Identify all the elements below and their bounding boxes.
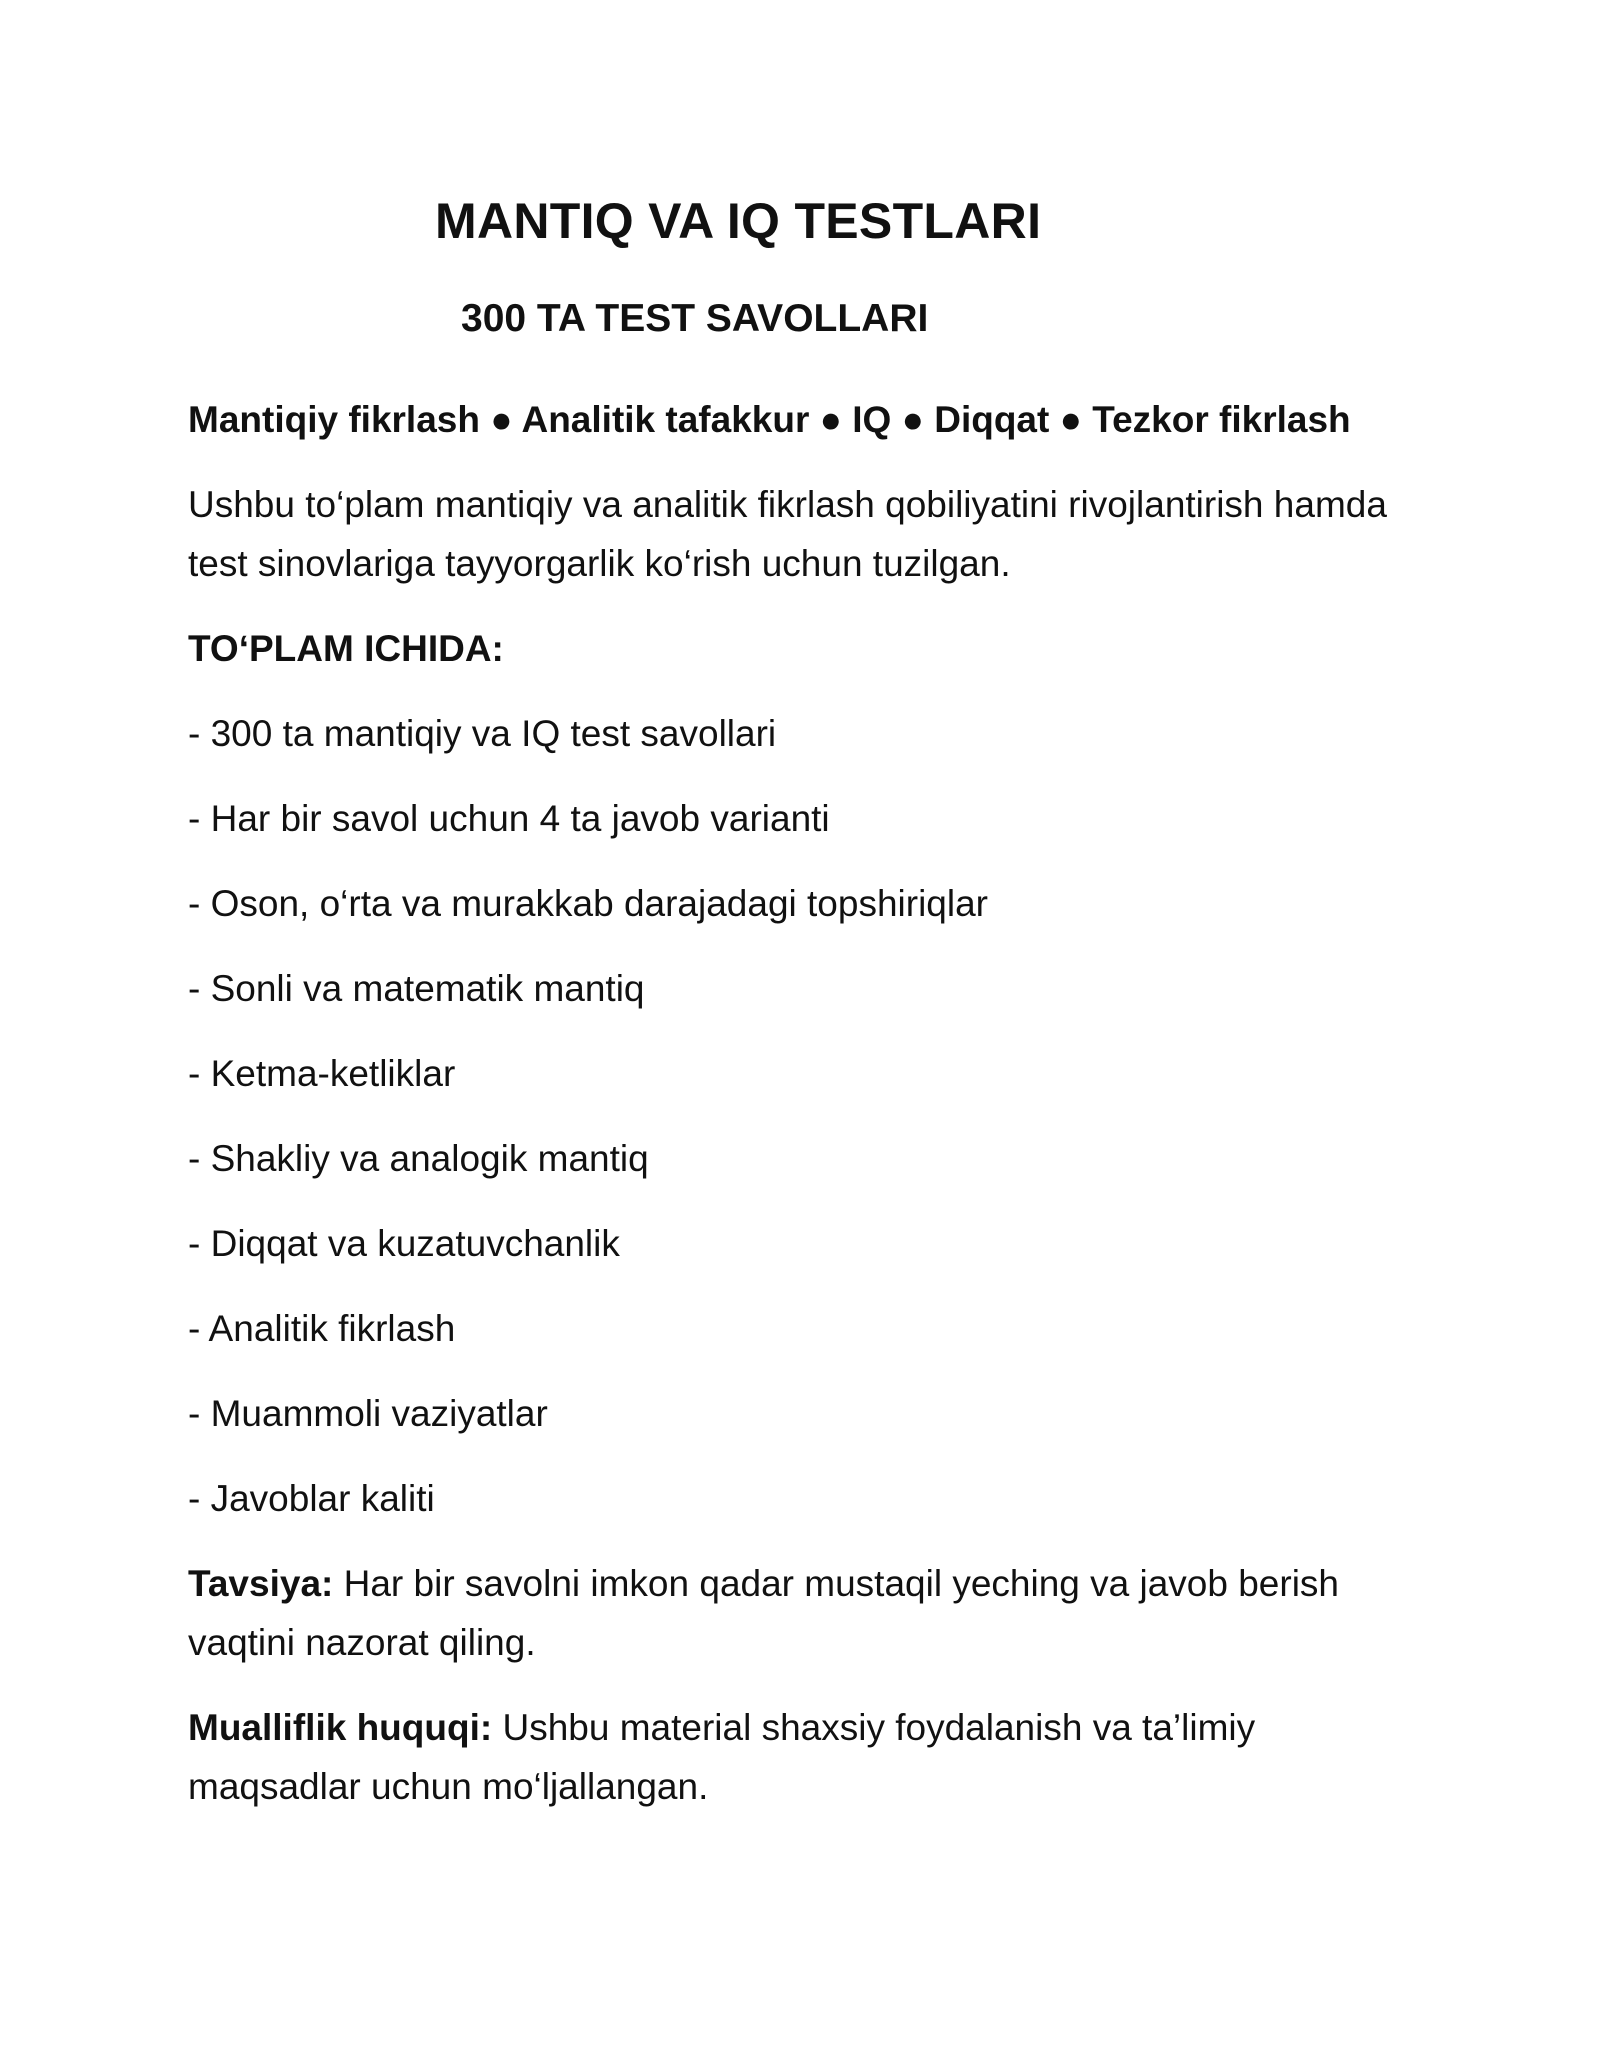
contents-heading: TO‘PLAM ICHIDA: <box>188 628 504 669</box>
copyright-note <box>188 1698 1428 1816</box>
list-item: - Analitik fikrlash <box>188 1308 456 1349</box>
intro-paragraph: Ushbu to‘plam mantiqiy va analitik fikrlash qobiliyatini rivojlantirish hamda test sinovlariga tayyorgarlik ko‘rish uchun tuzilgan. <box>188 484 1387 584</box>
copyright-label: Mualliflik huquqi: <box>188 1707 493 1748</box>
document-title: MANTIQ VA IQ TESTLARI <box>435 193 1042 249</box>
copyright-text: Ushbu material shaxsiy foydalanish va ta’limiy maqsadlar uchun mo‘ljallangan. <box>188 1707 1256 1807</box>
list-item: - Muammoli vaziyatlar <box>188 1393 548 1434</box>
contents-list <box>188 704 1428 1528</box>
list-item: - Shakliy va analogik mantiq <box>188 1138 649 1179</box>
list-item: - Har bir savol uchun 4 ta javob varianti <box>188 798 830 839</box>
list-item: - Ketma-ketliklar <box>188 1053 456 1094</box>
document-subtitle: 300 TA TEST SAVOLLARI <box>461 297 929 340</box>
list-item: - Diqqat va kuzatuvchanlik <box>188 1223 620 1264</box>
recommendation-text: Har bir savolni imkon qadar mustaqil yeching va javob berish vaqtini nazorat qiling. <box>188 1563 1340 1663</box>
list-item: - 300 ta mantiqiy va IQ test savollari <box>188 713 777 754</box>
recommendation-label: Tavsiya: <box>188 1563 334 1604</box>
recommendation-note <box>188 1554 1428 1672</box>
tagline: Mantiqiy fikrlash ● Analitik tafakkur ● IQ ● Diqqat ● Tezkor fikrlash <box>188 399 1351 440</box>
list-item: - Sonli va matematik mantiq <box>188 968 645 1009</box>
list-item: - Javoblar kaliti <box>188 1478 435 1519</box>
list-item: - Oson, o‘rta va murakkab darajadagi topshiriqlar <box>188 883 988 924</box>
document-body <box>188 390 1428 1842</box>
